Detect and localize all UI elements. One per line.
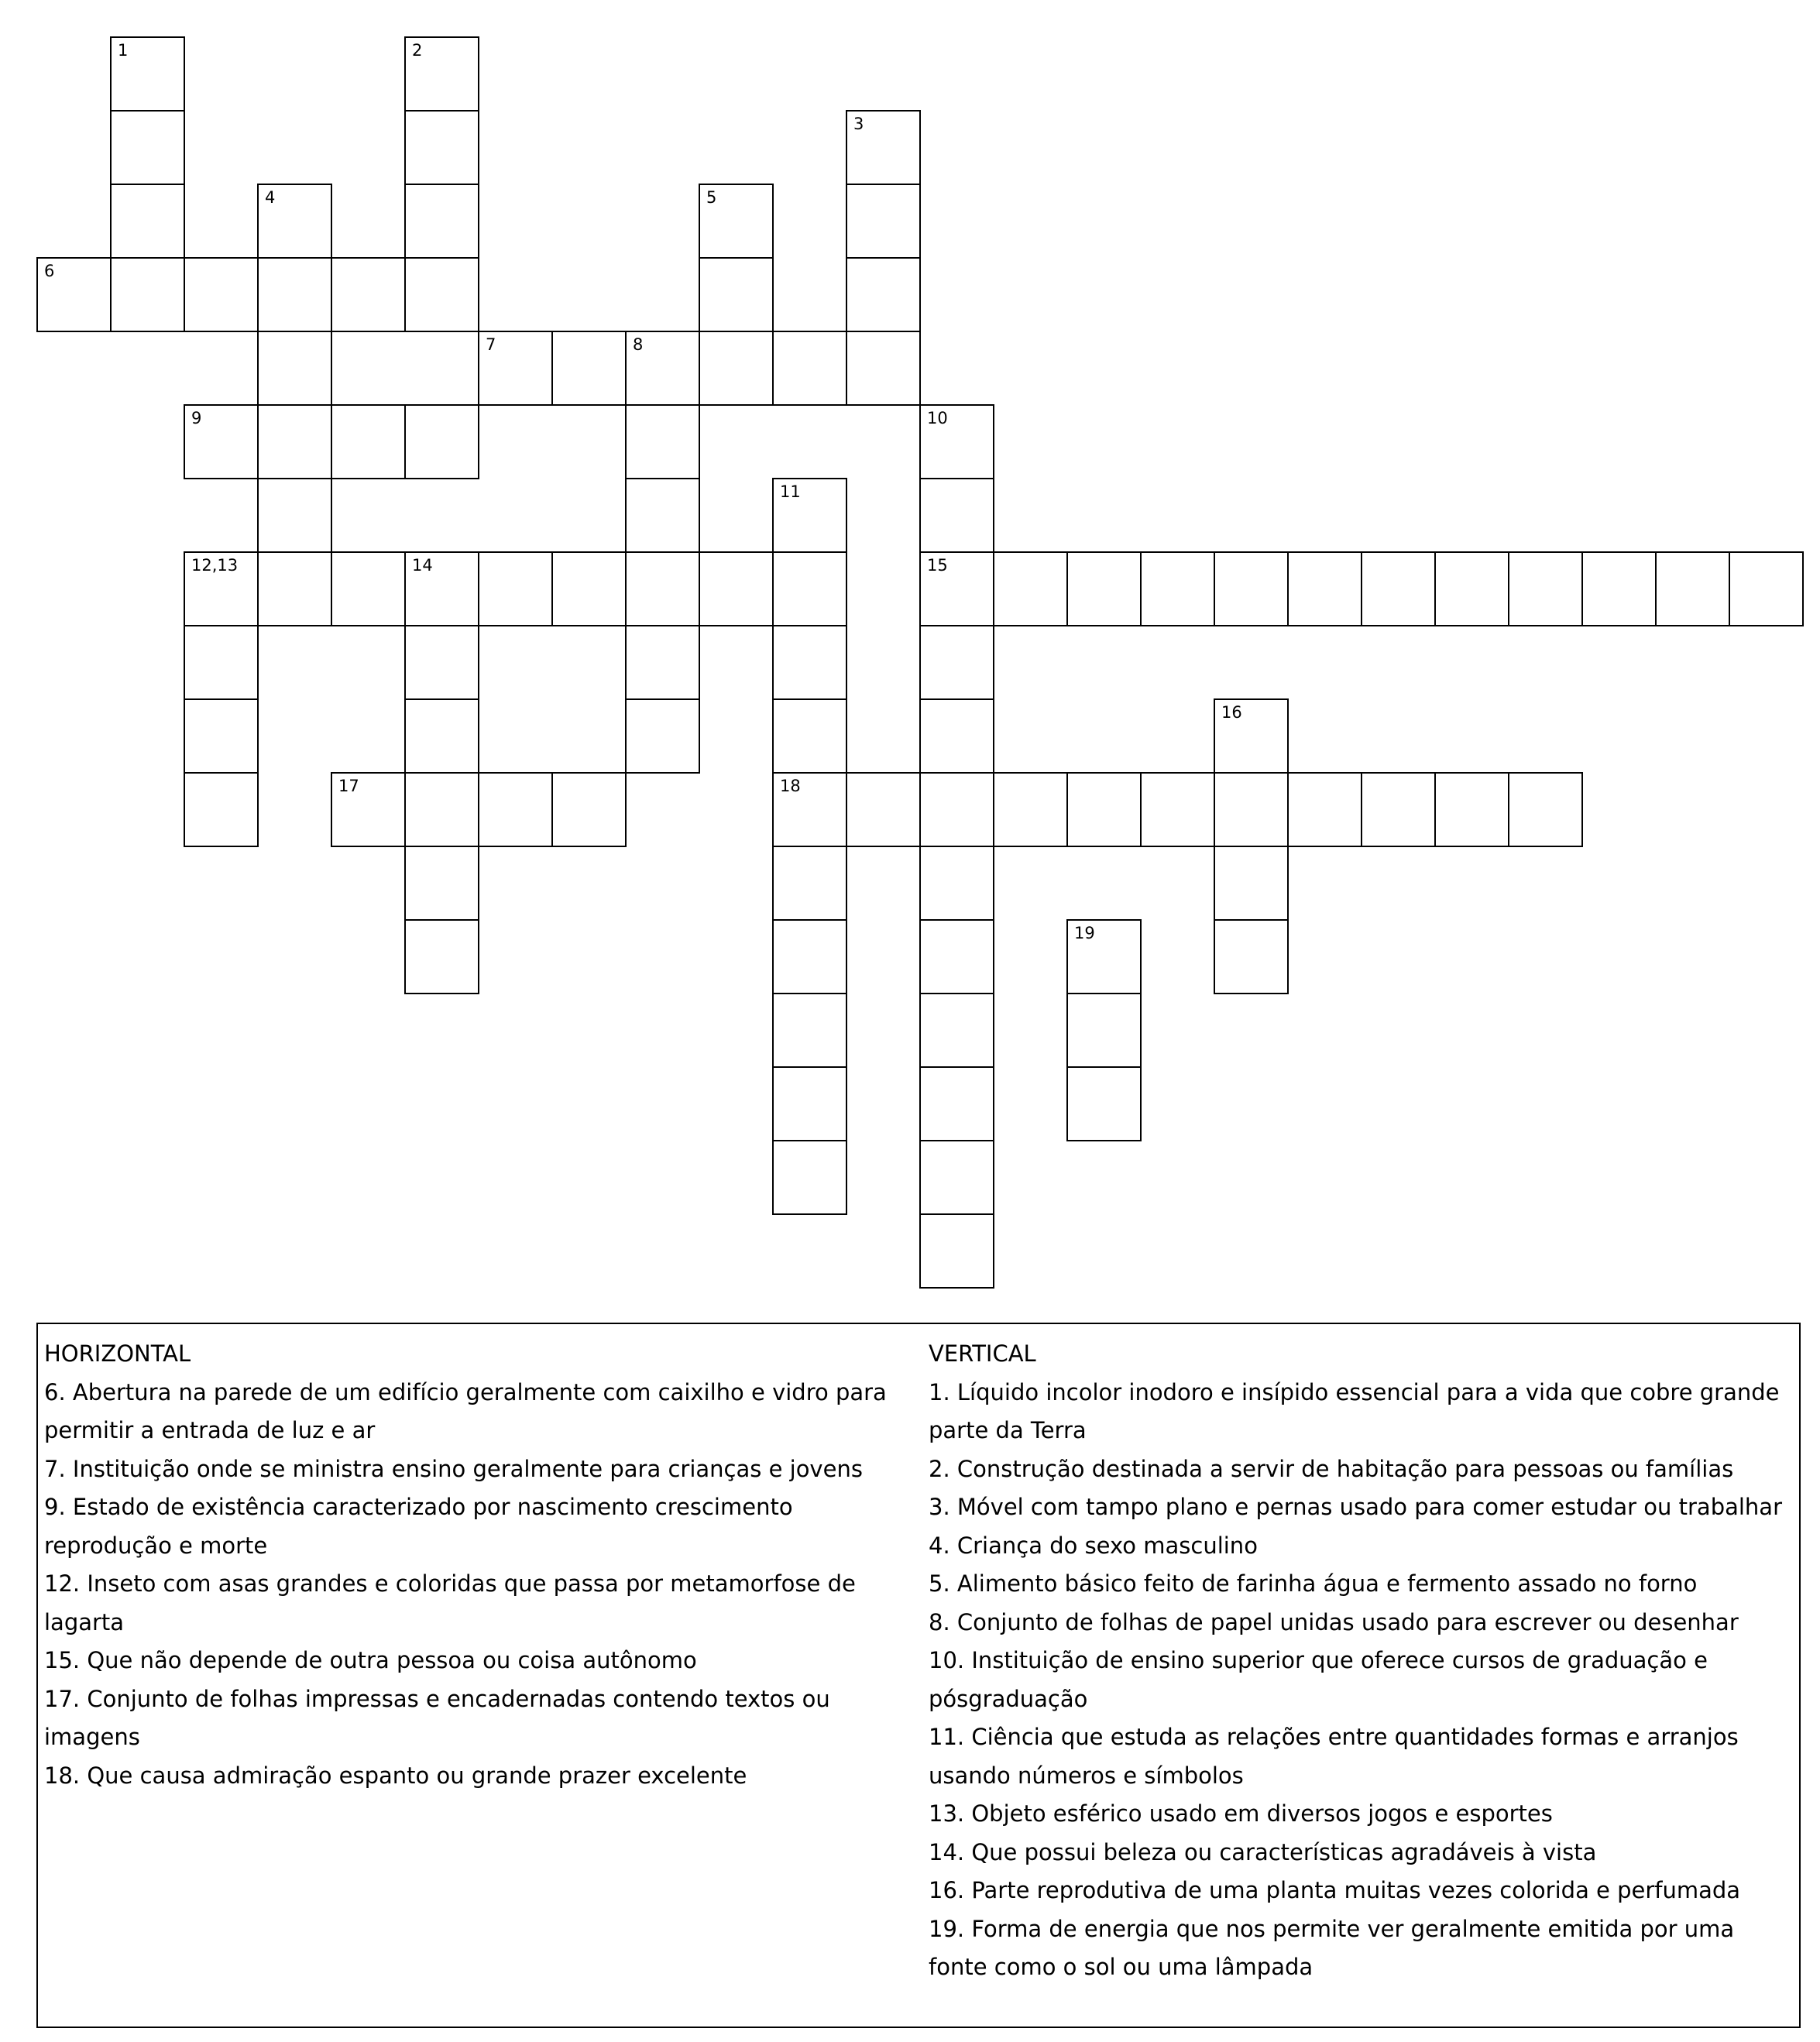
grid-cell[interactable] [184, 404, 259, 479]
grid-cell[interactable] [331, 772, 406, 847]
grid-cell[interactable] [625, 478, 700, 553]
grid-cell[interactable] [551, 551, 627, 626]
grid-cell[interactable] [404, 919, 479, 994]
clue-number: 3 [853, 115, 864, 133]
clue-number: 17 [338, 777, 359, 795]
grid-cell[interactable] [404, 404, 479, 479]
grid-cell[interactable] [846, 257, 921, 332]
grid-cell[interactable] [1287, 772, 1362, 847]
grid-cell[interactable] [404, 36, 479, 112]
grid-cell[interactable] [919, 1140, 994, 1215]
grid-cell[interactable] [404, 257, 479, 332]
grid-cell[interactable] [772, 625, 847, 700]
grid-cell[interactable] [772, 993, 847, 1068]
grid-cell[interactable] [919, 551, 994, 626]
grid-cell[interactable] [1214, 551, 1289, 626]
clue-horizontal-7: 7. Instituição onde se ministra ensino geralmente para crianças e jovens [44, 1455, 863, 1482]
clue-number: 15 [927, 556, 948, 575]
grid-cell[interactable] [846, 184, 921, 259]
grid-cell[interactable] [919, 404, 994, 479]
grid-cell[interactable] [1066, 1066, 1142, 1141]
clue-vertical-13: 13. Objeto esférico usado em diversos jogos e esportes [929, 1800, 1553, 1827]
grid-cell[interactable] [1287, 551, 1362, 626]
clue-horizontal-18: 18. Que causa admiração espanto ou grande prazer excelente [44, 1762, 747, 1789]
grid-cell[interactable] [1066, 919, 1142, 994]
grid-cell[interactable] [919, 993, 994, 1068]
grid-cell[interactable] [404, 110, 479, 185]
grid-cell[interactable] [1361, 551, 1436, 626]
clues-panel [36, 1323, 1801, 2028]
grid-cell[interactable] [478, 331, 553, 406]
clue-vertical-19: 19. Forma de energia que nos permite ver geralmente emitida por uma fonte como o sol ou uma lâmpada [929, 1915, 1735, 1980]
grid-cell[interactable] [993, 772, 1068, 847]
clue-vertical-3: 3. Móvel com tampo plano e pernas usado para comer estudar ou trabalhar [929, 1494, 1782, 1520]
clue-vertical-11: 11. Ciência que estuda as relações entre quantidades formas e arranjos usando números e símbolos [929, 1724, 1739, 1789]
grid-cell[interactable] [1140, 772, 1215, 847]
horizontal-heading: HORIZONTAL [44, 1340, 191, 1367]
grid-cell[interactable] [772, 1066, 847, 1141]
grid-cell[interactable] [110, 184, 185, 259]
grid-cell[interactable] [1508, 772, 1583, 847]
clue-vertical-4: 4. Criança do sexo masculino [929, 1532, 1258, 1559]
grid-cell[interactable] [257, 184, 332, 259]
grid-cell[interactable] [36, 257, 112, 332]
grid-cell[interactable] [478, 772, 553, 847]
grid-cell[interactable] [919, 919, 994, 994]
grid-cell[interactable] [919, 625, 994, 700]
clue-number: 19 [1074, 924, 1095, 942]
clue-number: 7 [486, 335, 496, 354]
grid-cell[interactable] [1361, 772, 1436, 847]
grid-cell[interactable] [404, 846, 479, 921]
grid-cell[interactable] [184, 698, 259, 774]
grid-cell[interactable] [551, 331, 627, 406]
grid-cell[interactable] [772, 331, 847, 406]
grid-cell[interactable] [1655, 551, 1730, 626]
grid-cell[interactable] [993, 551, 1068, 626]
grid-cell[interactable] [184, 625, 259, 700]
grid-cell[interactable] [1581, 551, 1657, 626]
grid-cell[interactable] [772, 1140, 847, 1215]
grid-cell[interactable] [699, 331, 774, 406]
clue-vertical-5: 5. Alimento básico feito de farinha água e fermento assado no forno [929, 1570, 1698, 1597]
grid-cell[interactable] [625, 698, 700, 774]
grid-cell[interactable] [1729, 551, 1804, 626]
grid-cell[interactable] [257, 404, 332, 479]
clue-number: 10 [927, 409, 948, 427]
grid-cell[interactable] [772, 772, 847, 847]
clue-horizontal-12: 12. Inseto com asas grandes e coloridas que passa por metamorfose de lagarta [44, 1570, 856, 1635]
grid-cell[interactable] [846, 331, 921, 406]
clue-number: 1 [118, 41, 129, 60]
grid-cell[interactable] [1214, 698, 1289, 774]
clue-number: 5 [706, 188, 717, 207]
grid-cell[interactable] [919, 846, 994, 921]
grid-cell[interactable] [478, 551, 553, 626]
clue-number: 4 [265, 188, 276, 207]
grid-cell[interactable] [331, 257, 406, 332]
grid-cell[interactable] [919, 1213, 994, 1289]
grid-cell[interactable] [1508, 551, 1583, 626]
grid-cell[interactable] [404, 698, 479, 774]
clue-horizontal-17: 17. Conjunto de folhas impressas e encadernadas contendo textos ou imagens [44, 1685, 830, 1750]
grid-cell[interactable] [699, 184, 774, 259]
grid-cell[interactable] [257, 331, 332, 406]
grid-cell[interactable] [404, 551, 479, 626]
grid-cell[interactable] [846, 772, 921, 847]
grid-cell[interactable] [625, 331, 700, 406]
grid-cell[interactable] [772, 698, 847, 774]
grid-cell[interactable] [257, 257, 332, 332]
grid-cell[interactable] [1214, 846, 1289, 921]
grid-cell[interactable] [1434, 551, 1509, 626]
grid-cell[interactable] [919, 772, 994, 847]
clue-vertical-16: 16. Parte reprodutiva de uma planta muitas vezes colorida e perfumada [929, 1877, 1741, 1903]
grid-cell[interactable] [184, 257, 259, 332]
grid-cell[interactable] [1066, 772, 1142, 847]
grid-cell[interactable] [1066, 551, 1142, 626]
clue-number: 11 [780, 482, 801, 501]
clue-number: 2 [412, 41, 423, 60]
clue-number: 16 [1221, 703, 1242, 722]
clue-horizontal-9: 9. Estado de existência caracterizado por nascimento crescimento reprodução e morte [44, 1494, 793, 1559]
grid-cell[interactable] [404, 625, 479, 700]
grid-cell[interactable] [625, 551, 700, 626]
grid-cell[interactable] [1140, 551, 1215, 626]
grid-cell[interactable] [110, 36, 185, 112]
grid-cell[interactable] [110, 257, 185, 332]
grid-cell[interactable] [110, 110, 185, 185]
grid-cell[interactable] [772, 478, 847, 553]
clue-vertical-1: 1. Líquido incolor inodoro e insípido essencial para a vida que cobre grande parte da Terra [929, 1378, 1780, 1443]
grid-cell[interactable] [1214, 919, 1289, 994]
clue-horizontal-15: 15. Que não depende de outra pessoa ou coisa autônomo [44, 1647, 697, 1673]
clue-number: 8 [633, 335, 644, 354]
clue-number: 18 [780, 777, 801, 795]
grid-cell[interactable] [699, 551, 774, 626]
grid-cell[interactable] [184, 551, 259, 626]
grid-cell[interactable] [625, 404, 700, 479]
grid-cell[interactable] [772, 919, 847, 994]
grid-cell[interactable] [699, 257, 774, 332]
clue-horizontal-6: 6. Abertura na parede de um edifício geralmente com caixilho e vidro para permitir a entrada de luz e ar [44, 1378, 887, 1443]
clue-number: 9 [191, 409, 202, 427]
vertical-heading: VERTICAL [929, 1340, 1036, 1367]
grid-cell[interactable] [846, 110, 921, 185]
grid-cell[interactable] [1214, 772, 1289, 847]
grid-cell[interactable] [184, 772, 259, 847]
grid-cell[interactable] [919, 698, 994, 774]
vertical-clues [929, 1335, 1788, 1987]
clue-vertical-8: 8. Conjunto de folhas de papel unidas usado para escrever ou desenhar [929, 1608, 1739, 1635]
grid-cell[interactable] [772, 846, 847, 921]
grid-cell[interactable] [404, 772, 479, 847]
clue-vertical-14: 14. Que possui beleza ou características agradáveis à vista [929, 1838, 1597, 1865]
grid-cell[interactable] [919, 478, 994, 553]
clue-vertical-10: 10. Instituição de ensino superior que oferece cursos de graduação e pósgraduação [929, 1647, 1708, 1712]
grid-cell[interactable] [551, 772, 627, 847]
grid-cell[interactable] [331, 404, 406, 479]
clue-vertical-2: 2. Construção destinada a servir de habitação para pessoas ou famílias [929, 1455, 1734, 1482]
clue-number: 6 [44, 262, 55, 280]
clue-number: 14 [412, 556, 433, 575]
grid-cell[interactable] [257, 478, 332, 553]
grid-cell[interactable] [331, 551, 406, 626]
clue-number: 12,13 [191, 556, 239, 575]
grid-cell[interactable] [1434, 772, 1509, 847]
grid-cell[interactable] [625, 625, 700, 700]
grid-cell[interactable] [919, 1066, 994, 1141]
grid-cell[interactable] [257, 551, 332, 626]
grid-cell[interactable] [404, 184, 479, 259]
horizontal-clues [44, 1335, 927, 1795]
grid-cell[interactable] [1066, 993, 1142, 1068]
grid-cell[interactable] [772, 551, 847, 626]
